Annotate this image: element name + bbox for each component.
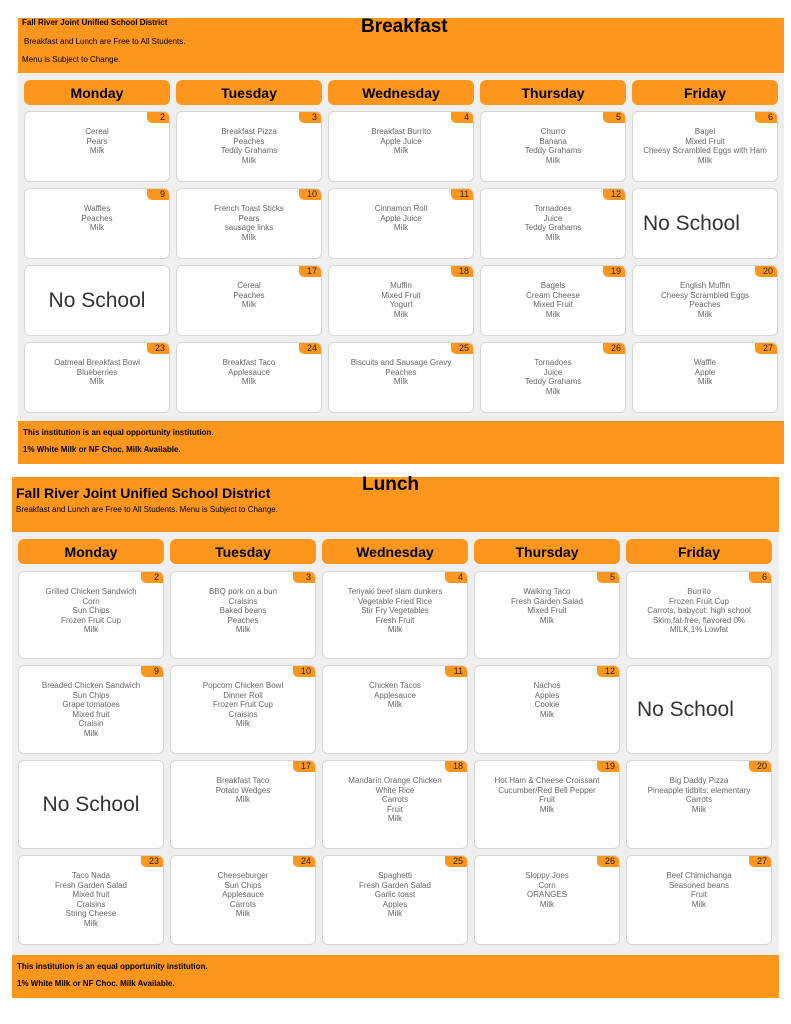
date-badge: 6 [755,112,777,123]
day-cell [24,188,170,259]
menu-item: Carrots [229,899,257,909]
day-cell [328,265,474,336]
day-header-monday: Monday [24,80,170,105]
district-name: Fall River Joint Unified School District [22,18,168,27]
day-cell [328,342,474,413]
date-badge: 9 [141,666,163,677]
menu-item: Mixed Fruit [527,606,567,615]
menu-item: French Toast Sticks [214,204,284,213]
date-badge: 5 [603,112,625,123]
day-cell [176,265,322,336]
menu-item: Waffle [693,358,717,367]
menu-item: Cream Cheese [526,290,580,300]
menu-item: Oatmeal Breakfast Bowl [54,358,140,367]
menu-item: Apple [694,367,716,377]
menu-item: Juice [543,367,563,377]
menu-item: Milk [539,709,555,719]
breakfast-section [18,18,784,464]
footer-line: 1% White Milk or NF Choc. Milk Available. [23,445,181,454]
menu-item: Breakfast Burrito [371,127,431,136]
date-badge: 23 [147,343,169,354]
menu-item: Teddy Grahams [220,146,278,155]
menu-item: Apple Juice [380,136,422,146]
day-cell [474,571,620,659]
menu-item: Milk [83,625,99,634]
menu-item: Fruit [387,804,403,814]
menu-item: Mandarin Orange Chicken [348,776,442,785]
day-cell [24,342,170,413]
menu-item: Churro [540,127,566,136]
menu-item: Muffin [390,281,412,290]
date-badge: 25 [451,343,473,354]
menu-item: Milk [235,909,251,918]
date-badge: 23 [141,856,163,867]
day-cell [626,571,772,659]
menu-items [19,666,163,738]
day-cell [322,760,468,849]
date-badge: 4 [451,112,473,123]
menu-item: Cereal [85,127,109,136]
menu-item: Sun Chips [72,690,110,700]
menu-item: Sloppy Joes [525,871,569,880]
footer-line: This institution is an equal opportunity institution. [17,962,208,971]
date-badge: 9 [147,189,169,200]
menu-item: Teriyaki beef slam dunkers [347,587,443,596]
menu-item: Garlic toast [374,890,416,899]
day-cell [632,342,778,413]
menu-item: Craisin [78,719,104,728]
menu-item: Chicken Tacos [369,681,421,690]
day-cell [322,855,468,945]
menu-item: Spaghetti [378,871,412,880]
lunch-section [12,474,779,998]
menu-item: Mixed fruit [72,890,110,899]
date-badge: 2 [147,112,169,123]
menu-item: Cinnamon Roll [374,204,428,213]
no-school-label: No School [42,792,140,816]
date-badge: 11 [445,666,467,677]
menu-item: Milk [89,223,105,232]
menu-item: Pears [238,213,260,223]
day-header-tuesday: Tuesday [170,539,316,564]
date-badge: 20 [749,761,771,772]
menu-item: Peaches [81,213,113,223]
day-cell [322,571,468,659]
menu-item: Milk [545,232,561,242]
menu-item: Milk [539,804,555,814]
menu-item: Peaches [233,290,265,300]
menu-item: Nachos [533,681,561,690]
day-header-friday: Friday [626,539,772,564]
menu-item: Corn [82,596,100,606]
day-cell [480,111,626,182]
breakfast-footer [18,421,784,464]
menu-item: Milk [83,918,99,928]
menu-item: sausage links [224,223,274,232]
menu-item: Milk [393,309,409,319]
day-cell [170,571,316,659]
menu-item: White Rice [375,785,415,795]
menu-item: Sun Chips [224,880,262,890]
day-cell [474,665,620,754]
page-title: Lunch [362,474,419,495]
menu-item: Banana [539,136,567,146]
no-school-label: No School [48,288,146,312]
menu-item: Taco Nada [71,871,111,880]
menu-item: Milk [545,155,561,165]
no-school-label: No School [643,211,740,235]
menu-item: Stir Fry Vegetables [361,606,429,615]
day-cell [632,265,778,336]
menu-item: Baked beans [219,606,267,615]
menu-item: Milk [691,804,707,814]
menu-item: Apples [382,899,408,909]
day-cell [176,342,322,413]
menu-item: Dinner Roll [223,690,263,700]
menu-item: Cheeseburger [217,871,269,880]
menu-item: Fresh Garden Salad [358,880,432,890]
menu-item: Milk [539,615,555,625]
footer-line: 1% White Milk or NF Choc. Milk Available. [17,979,175,988]
menu-item: Frozen Fruit Cup [212,700,274,709]
menu-item: Breakfast Taco [216,776,270,785]
date-badge: 24 [299,343,321,354]
page-title: Breakfast [361,16,448,37]
menu-item: Fresh Garden Salad [54,880,128,890]
menu-item: Blueberries [76,367,118,377]
day-cell [24,265,170,336]
menu-item: Milk [545,309,561,319]
menu-item: Apple Juice [380,213,422,223]
menu-item: Sun Chips [72,606,110,615]
menu-item: Applesauce [374,690,416,700]
menu-item: Vegetable Fried Rice [357,596,433,606]
menu-item: Cheesy Scrambled Eggs [660,290,750,300]
menu-item: Milk [235,719,251,728]
menu-item: Skim,fat-free, flavored 0% [652,615,746,625]
date-badge: 20 [755,266,777,277]
menu-item: Cheesy Scrambled Eggs with Ham [643,146,767,155]
day-header-friday: Friday [632,80,778,105]
change-note: Menu is Subject to Change. [22,55,121,64]
day-cell [480,265,626,336]
menu-item: Cookie [534,700,560,709]
day-cell [474,855,620,945]
menu-item: Fresh Fruit [375,615,415,625]
menu-item: Carrots, babycut: high school [647,606,751,615]
menu-item: Carrots [685,795,713,804]
date-badge: 10 [293,666,315,677]
menu-item: Hot Ham & Cheese Croissant [494,776,600,785]
menu-item: Milk [393,146,409,155]
menu-item: Milk [241,155,257,165]
menu-item: Milk [393,223,409,232]
menu-item: Grape tomatoes [62,700,120,709]
menu-item: Milk [241,300,257,309]
day-cell [626,760,772,849]
date-badge: 19 [603,266,625,277]
menu-item: Milk [241,377,257,386]
lunch-note: Breakfast and Lunch are Free to All Students. Menu is Subject to Change. [16,505,278,514]
menu-item: Milk [387,814,403,823]
day-header-tuesday: Tuesday [176,80,322,105]
menu-item: Frozen Fruit Cup [60,615,122,625]
menu-item: ORANGES [526,890,567,899]
day-cell [24,111,170,182]
menu-item: Milk [235,795,251,804]
menu-item: English Muffin [679,281,731,290]
menu-item: MILK,1% Lowfat [669,625,729,634]
date-badge: 17 [299,266,321,277]
menu-item: Pears [86,136,108,146]
day-cell [626,855,772,945]
menu-item: Frozen Fruit Cup [668,596,730,606]
menu-item: Corn [538,880,556,890]
menu-item: Mixed Fruit [533,300,573,309]
date-badge: 10 [299,189,321,200]
menu-item: Craisins [228,596,258,606]
menu-item: Breakfast Pizza [221,127,277,136]
menu-item: Teddy Grahams [524,223,582,232]
menu-item: Breakfast Taco [222,358,276,367]
menu-item: Popcorn Chicken Bowl [202,681,284,690]
day-cell [632,111,778,182]
menu-item: Yogurt [389,300,413,309]
menu-item: Teddy Grahams [524,377,582,386]
menu-item: Milk [89,146,105,155]
menu-item: Potato Wedges [215,785,271,795]
district-name: Fall River Joint Unified School District [16,485,271,501]
menu-item: Milk [235,625,251,634]
day-header-wednesday: Wednesday [322,539,468,564]
day-cell [170,760,316,849]
day-cell [18,855,164,945]
menu-item: Tornadoes [534,358,572,367]
menu-item: Fruit [539,795,555,804]
menu-item: Mixed Fruit [685,136,725,146]
no-school-label: No School [637,697,734,721]
date-badge: 5 [597,572,619,583]
footer-line: This institution is an equal opportunity institution. [23,428,214,437]
day-cell [322,665,468,754]
menu-item: Mixed Fruit [381,290,421,300]
free-note: Breakfast and Lunch are Free to All Students. [24,37,186,46]
menu-item: Beef Chimichanga [666,871,732,880]
menu-item: Cucumber/Red Bell Pepper [498,785,596,795]
day-cell [328,188,474,259]
day-cell [18,571,164,659]
date-badge: 4 [445,572,467,583]
menu-item: Big Daddy Pizza [669,776,729,785]
menu-item: Milk [83,728,99,738]
menu-item: Milk [89,377,105,386]
day-cell [480,342,626,413]
date-badge: 3 [293,572,315,583]
menu-item: Juice [543,213,563,223]
menu-item: Milk [387,625,403,634]
menu-item: Bagels [540,281,566,290]
day-cell [480,188,626,259]
date-badge: 19 [597,761,619,772]
day-header-monday: Monday [18,539,164,564]
menu-item: Milk [241,232,257,242]
date-badge: 12 [597,666,619,677]
menu-item: Applesauce [222,890,264,899]
date-badge: 3 [299,112,321,123]
date-badge: 6 [749,572,771,583]
menu-item: String Cheese [65,909,117,918]
menu-item: Fresh Garden Salad [510,596,584,606]
menu-item: Mixed fruit [72,709,110,719]
day-cell [626,665,772,754]
menu-item: Carrots [381,795,409,804]
menu-item: Milk [697,377,713,386]
menu-item: Milk [691,899,707,909]
menu-item: BBQ pork on a bun [208,587,278,596]
menu-item: Tornadoes [534,204,572,213]
day-cell [632,188,778,259]
date-badge: 26 [597,856,619,867]
menu-item: Fruit [691,890,707,899]
menu-item: Applesauce [228,367,270,377]
date-badge: 24 [293,856,315,867]
menu-item: Peaches [227,615,259,625]
date-badge: 12 [603,189,625,200]
date-badge: 26 [603,343,625,354]
lunch-header [12,474,779,532]
day-cell [170,665,316,754]
menu-item: Walking Taco [523,587,571,596]
date-badge: 11 [451,189,473,200]
menu-item: Waffles [83,204,111,213]
menu-item: Milk [393,377,409,386]
day-header-thursday: Thursday [480,80,626,105]
menu-item: Peaches [689,300,721,309]
day-cell [176,188,322,259]
menu-item: Seasoned beans [668,880,730,890]
menu-item: Milk [539,899,555,909]
menu-item: Cereal [237,281,261,290]
breakfast-header [18,18,784,73]
menu-item: Peaches [385,367,417,377]
menu-item: Craisins [76,899,106,909]
menu-item: Milk [387,700,403,709]
menu-items [19,856,163,928]
lunch-footer [12,955,779,998]
menu-item: Burrito [687,587,711,596]
menu-item: Milk [545,386,561,396]
menu-item: Craisins [228,709,258,719]
menu-item: Teddy Grahams [524,146,582,155]
date-badge: 2 [141,572,163,583]
day-cell [176,111,322,182]
day-cell [18,760,164,849]
menu-item: Breaded Chicken Sandwich [41,681,141,690]
date-badge: 17 [293,761,315,772]
menu-item: Milk [387,909,403,918]
menu-item: Bagel [694,127,716,136]
menu-item: Biscuits and Sausage Gravy [350,358,452,367]
menu-item: Grilled Chicken Sandwich [45,587,137,596]
menu-item: Apples [534,690,560,700]
date-badge: 18 [451,266,473,277]
day-header-thursday: Thursday [474,539,620,564]
menu-item: Pineapple tidbits: elementary [647,785,751,795]
date-badge: 25 [445,856,467,867]
date-badge: 18 [445,761,467,772]
day-header-wednesday: Wednesday [328,80,474,105]
date-badge: 27 [749,856,771,867]
day-cell [170,855,316,945]
menu-item: Peaches [233,136,265,146]
day-cell [328,111,474,182]
menu-item: Milk [697,309,713,319]
date-badge: 27 [755,343,777,354]
day-cell [18,665,164,754]
menu-item: Milk [697,155,713,165]
day-cell [474,760,620,849]
